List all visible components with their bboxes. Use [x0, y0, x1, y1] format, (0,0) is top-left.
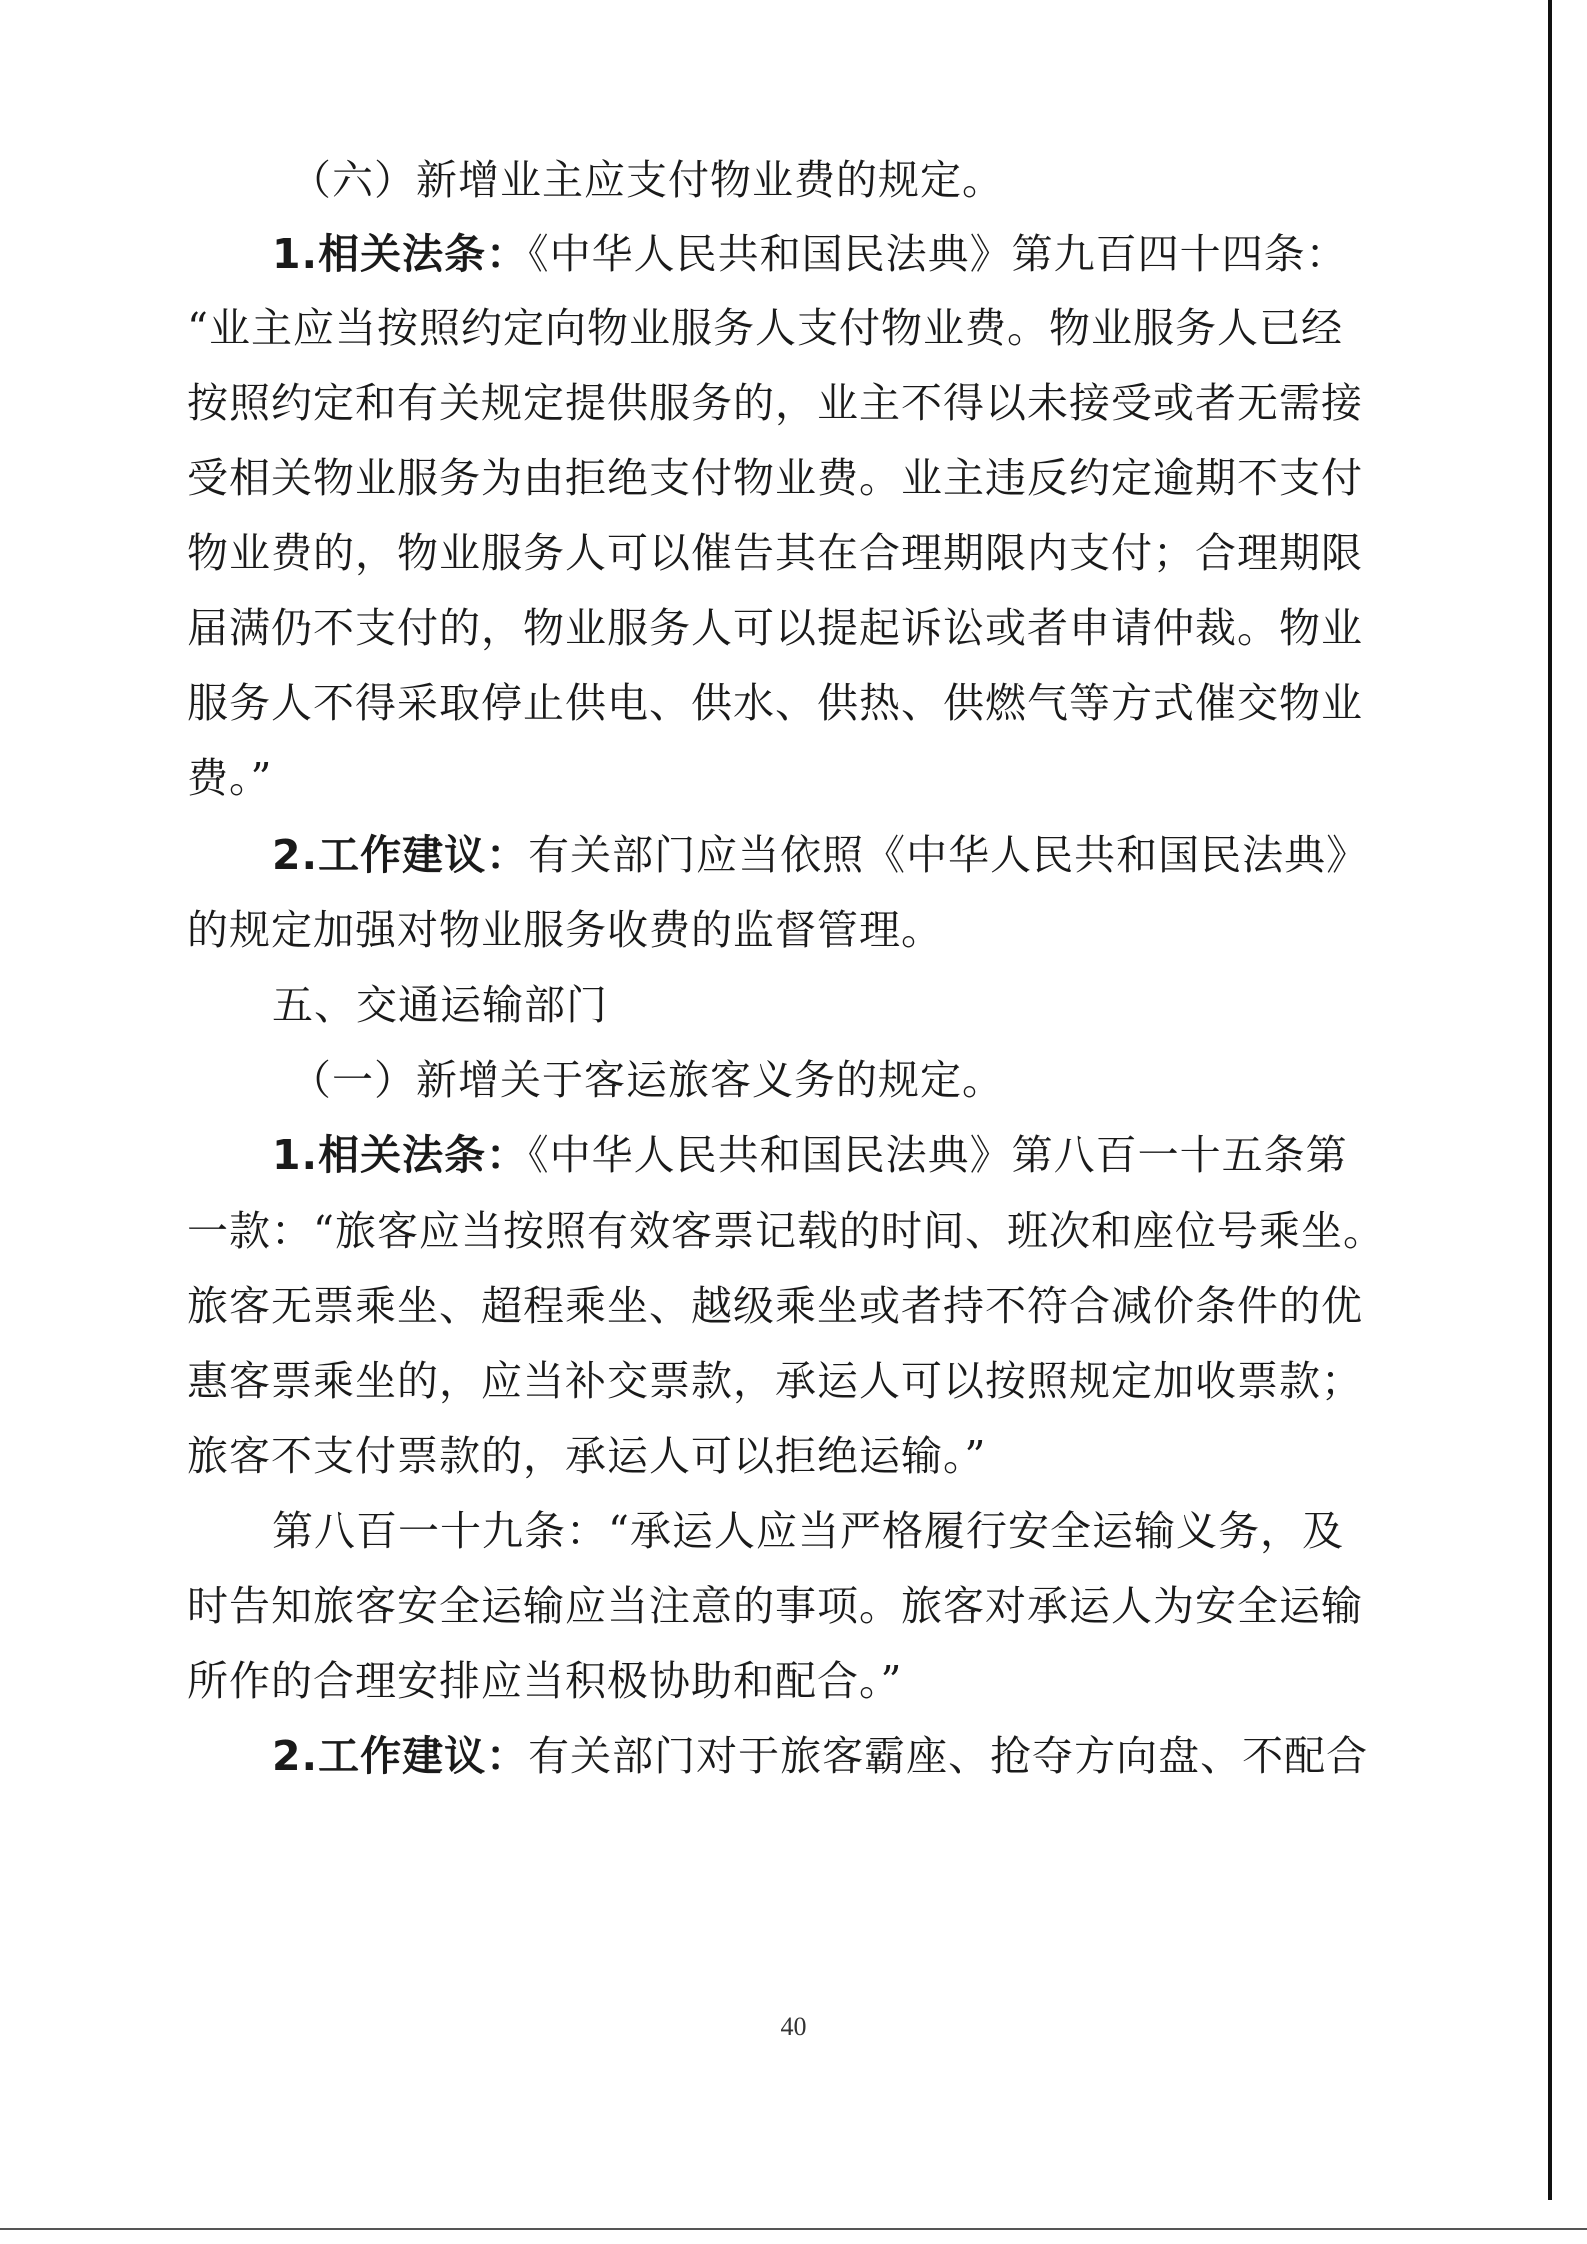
item-label: 1.相关法条：	[272, 1131, 529, 1179]
section-heading-1: （一）新增关于客运旅客义务的规定。	[290, 1056, 1004, 1104]
paragraph-line: 的规定加强对物业服务收费的监督管理。	[187, 906, 943, 954]
item-label: 2.工作建议：	[272, 1732, 529, 1780]
scan-bottom-line	[0, 2228, 1587, 2230]
item-text: 有关部门应当依照《中华人民共和国民法典》	[528, 831, 1369, 879]
item-1-legal-basis	[272, 230, 1348, 278]
page-number: 40	[780, 2012, 807, 2041]
article-819-line: 所作的合理安排应当积极协助和配合。”	[187, 1657, 903, 1705]
article-819-line: 第八百一十九条：“承运人应当严格履行安全运输义务，及	[272, 1507, 1344, 1555]
quote-line: 物业费的，物业服务人可以催告其在合理期限内支付；合理期限	[187, 529, 1363, 577]
quote-line: 旅客无票乘坐、超程乘坐、越级乘坐或者持不符合减价条件的优	[187, 1282, 1363, 1330]
item-text: 《中华人民共和国民法典》第八百一十五条第	[528, 1131, 1348, 1179]
item-2-work-suggestion	[272, 831, 1369, 879]
section-heading-6: （六）新增业主应支付物业费的规定。	[290, 156, 1004, 204]
item-label: 2.工作建议：	[272, 831, 529, 879]
quote-line: 服务人不得采取停止供电、供水、供热、供燃气等方式催交物业	[187, 679, 1363, 727]
quote-line: 按照约定和有关规定提供服务的，业主不得以未接受或者无需接	[187, 379, 1363, 427]
item-label: 1.相关法条：	[272, 230, 529, 278]
part-heading-5: 五、交通运输部门	[272, 981, 608, 1029]
quote-line: 一款：“旅客应当按照有效客票记载的时间、班次和座位号乘坐。	[187, 1207, 1385, 1255]
quote-line: 旅客不支付票款的，承运人可以拒绝运输。”	[187, 1432, 987, 1480]
scan-edge-line	[1548, 0, 1552, 2200]
item-1-legal-basis	[272, 1131, 1348, 1179]
quote-line: “业主应当按照约定向物业服务人支付物业费。物业服务人已经	[187, 304, 1343, 352]
quote-line: 受相关物业服务为由拒绝支付物业费。业主违反约定逾期不支付	[187, 454, 1363, 502]
quote-line: 惠客票乘坐的，应当补交票款，承运人可以按照规定加收票款；	[187, 1357, 1363, 1405]
item-text: 有关部门对于旅客霸座、抢夺方向盘、不配合	[528, 1732, 1369, 1780]
quote-line: 届满仍不支付的，物业服务人可以提起诉讼或者申请仲裁。物业	[187, 604, 1363, 652]
item-2-work-suggestion	[272, 1732, 1369, 1780]
article-819-line: 时告知旅客安全运输应当注意的事项。旅客对承运人为安全运输	[187, 1582, 1363, 1630]
item-text: 《中华人民共和国民法典》第九百四十四条：	[528, 230, 1348, 278]
quote-line: 费。”	[187, 754, 273, 802]
